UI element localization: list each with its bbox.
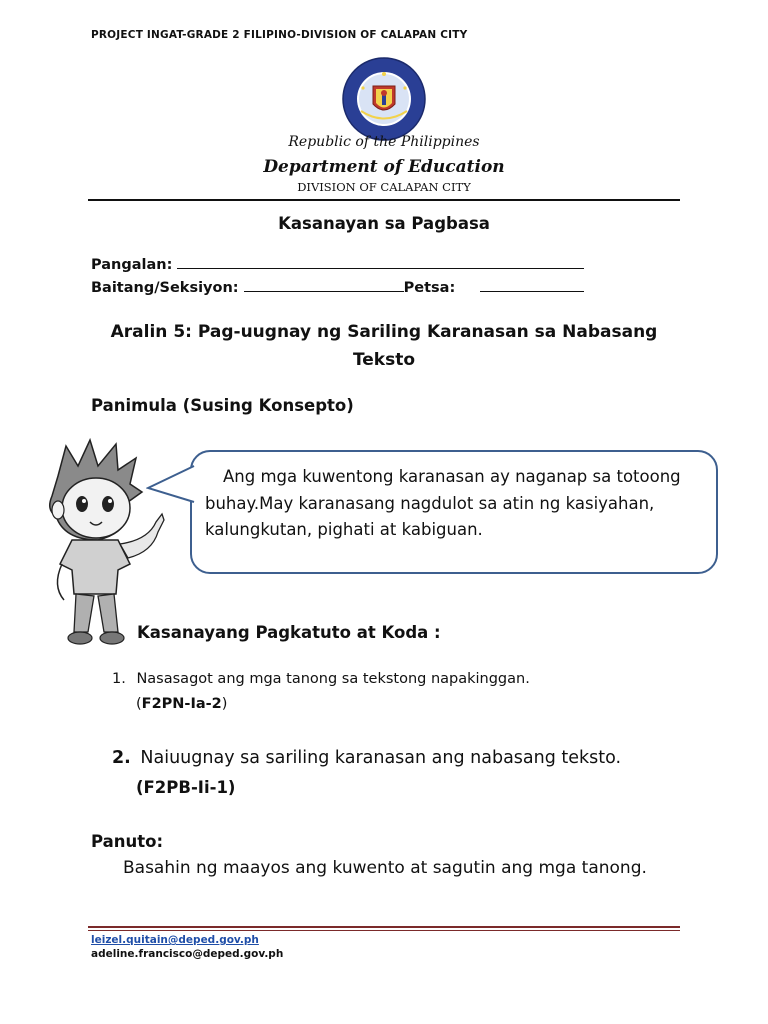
competency-number: 1. [112,671,126,687]
name-field-row [91,254,584,273]
intro-heading: Panimula (Susing Konsepto) [91,396,354,415]
intro-concept-text: Ang mga kuwentong karanasan ay naganap sa totoong buhay.May karanasang nagdulot sa atin ng kasiyahan, kalungkutan, pighati at kabiguan. [205,467,681,539]
document-title: Kasanayan sa Pagbasa [278,214,490,233]
grade-section-blank[interactable] [244,277,404,292]
footer-divider [88,926,680,928]
competency-code: F2PN-Ia-2 [141,696,222,712]
competencies-heading: Kasanayang Pagkatuto at Koda : [137,623,441,642]
project-header: PROJECT INGAT-GRADE 2 FILIPINO-DIVISION OF CALAPAN CITY [91,29,468,41]
grade-date-field-row [91,277,584,296]
competency-text: Nasasagot ang mga tanong sa tekstong napakinggan. [136,671,530,687]
lesson-title: Aralin 5: Pag-uugnay ng Sariling Karanasan sa Nabasang Teksto [110,322,658,370]
competency-code: (F2PB-Ii-1) [136,778,236,797]
email-link-quitain[interactable]: leizel.quitain@deped.gov.ph [91,934,259,946]
instructions-text: Basahin ng maayos ang kuwento at sagutin ang mga tanong. [123,858,647,878]
date-blank[interactable] [480,277,584,292]
competency-item [112,748,621,768]
name-blank[interactable] [177,254,584,269]
letterhead-divider [88,199,680,201]
speech-bubble-tail [146,462,196,508]
competency-code-row: (F2PN-Ia-2) [136,696,228,712]
name-label: Pangalan: [91,257,173,273]
grade-section-label: Baitang/Seksiyon: [91,280,239,296]
email-francisco: adeline.francisco@deped.gov.ph [91,948,284,960]
instructions-heading: Panuto: [91,832,164,851]
letterhead-division: DIVISION OF CALAPAN CITY [297,180,471,194]
deped-seal-logo [341,56,427,142]
footer-divider-thin [88,930,680,931]
competency-number: 2. [112,748,131,768]
date-label: Petsa: [403,280,456,296]
competency-item [112,671,530,687]
letterhead-republic: Republic of the Philippines [288,134,480,150]
letterhead-department: Department of Education [263,157,505,177]
competency-text: Naiuugnay sa sariling karanasan ang nabasang teksto. [140,748,622,768]
